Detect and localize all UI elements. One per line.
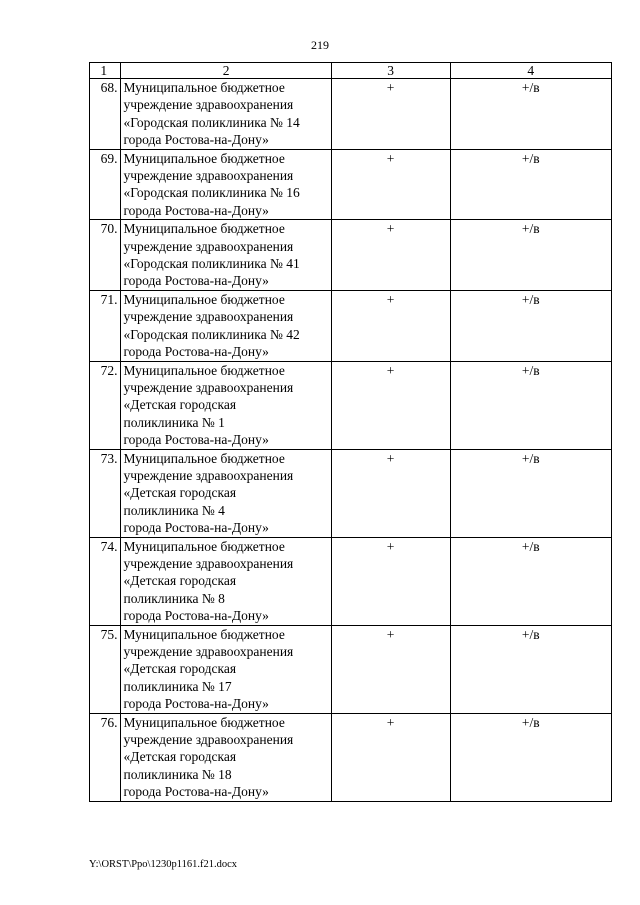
header-cell-1: 1 [90,63,121,79]
table-row [90,220,612,291]
institution-name: Муниципальное бюджетное учреждение здравоохранения «Детская городская поликлиника № 17 города Ростова-на-Дону» [121,625,331,713]
column-4-value: +/в [450,220,612,291]
column-3-value: + [331,713,450,801]
table-row [90,537,612,625]
column-4-value: +/в [450,537,612,625]
institution-name: Муниципальное бюджетное учреждение здравоохранения «Городская поликлиника № 42 города Ростова-на-Дону» [121,290,331,361]
row-number: 73. [90,449,121,537]
table-row [90,149,612,220]
column-3-value: + [331,220,450,291]
table-row [90,361,612,449]
column-4-value: +/в [450,625,612,713]
column-4-value: +/в [450,79,612,150]
header-cell-3: 3 [331,63,450,79]
table-row [90,625,612,713]
row-number: 72. [90,361,121,449]
institution-name: Муниципальное бюджетное учреждение здравоохранения «Городская поликлиника № 41 города Ростова-на-Дону» [121,220,331,291]
column-4-value: +/в [450,290,612,361]
column-4-value: +/в [450,361,612,449]
column-4-value: +/в [450,149,612,220]
document-table [89,62,612,802]
table-row [90,79,612,150]
column-4-value: +/в [450,713,612,801]
column-3-value: + [331,79,450,150]
table-header-row [90,63,612,79]
institution-name: Муниципальное бюджетное учреждение здравоохранения «Городская поликлиника № 14 города Ростова-на-Дону» [121,79,331,150]
column-3-value: + [331,537,450,625]
row-number: 75. [90,625,121,713]
column-3-value: + [331,625,450,713]
column-3-value: + [331,149,450,220]
institution-name: Муниципальное бюджетное учреждение здравоохранения «Детская городская поликлиника № 1 города Ростова-на-Дону» [121,361,331,449]
column-4-value: +/в [450,449,612,537]
column-3-value: + [331,290,450,361]
row-number: 70. [90,220,121,291]
table-row [90,290,612,361]
column-3-value: + [331,449,450,537]
footer-file-path: Y:\ORST\Ppo\1230p1161.f21.docx [89,859,237,870]
institution-name: Муниципальное бюджетное учреждение здравоохранения «Детская городская поликлиника № 18 города Ростова-на-Дону» [121,713,331,801]
header-cell-4: 4 [450,63,612,79]
institution-name: Муниципальное бюджетное учреждение здравоохранения «Детская городская поликлиника № 4 города Ростова-на-Дону» [121,449,331,537]
row-number: 69. [90,149,121,220]
row-number: 76. [90,713,121,801]
table-row [90,449,612,537]
row-number: 68. [90,79,121,150]
page-number: 219 [311,38,329,52]
row-number: 71. [90,290,121,361]
row-number: 74. [90,537,121,625]
institution-name: Муниципальное бюджетное учреждение здравоохранения «Городская поликлиника № 16 города Ростова-на-Дону» [121,149,331,220]
institution-name: Муниципальное бюджетное учреждение здравоохранения «Детская городская поликлиника № 8 города Ростова-на-Дону» [121,537,331,625]
table-row [90,713,612,801]
column-3-value: + [331,361,450,449]
header-cell-2: 2 [121,63,331,79]
